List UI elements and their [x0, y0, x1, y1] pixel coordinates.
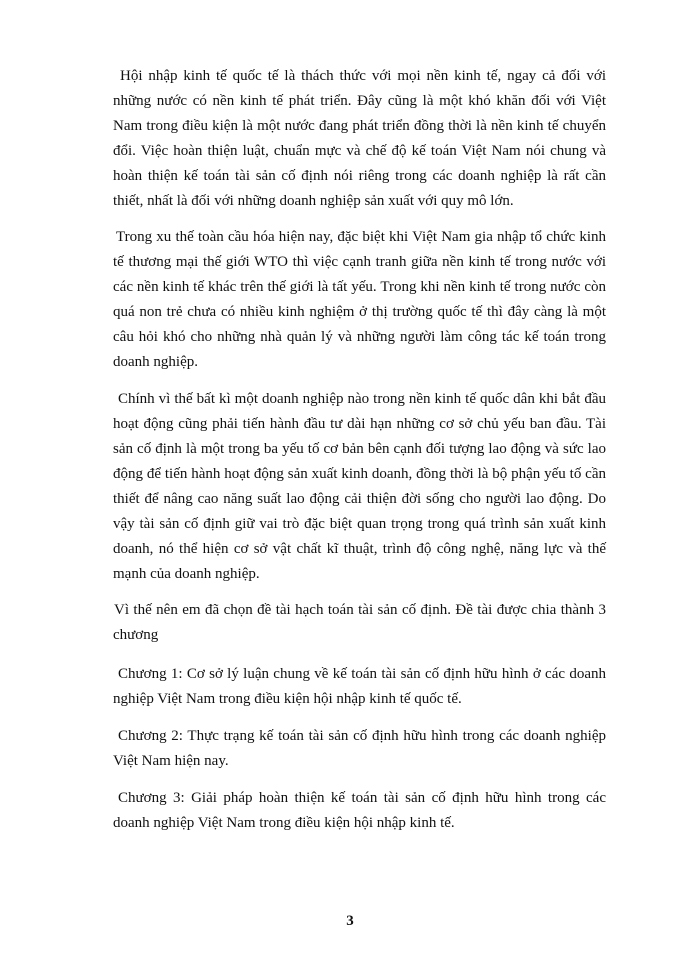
document-body: [113, 64, 606, 836]
paragraph-topic-choice: Vì thế nên em đã chọn đề tài hạch toán tài sản cố định. Đề tài được chia thành 3 chương: [113, 602, 606, 643]
paragraph-intro: Hội nhập kinh tế quốc tế là thách thức với mọi nền kinh tế, ngay cả đối với những nước có nền kinh tế phát triển. Đây cũng là một khó khăn đối với Việt Nam trong điều kiện là một nước đang phát triển đồng thời là nền kinh tế chuyển đổi. Việc hoàn thiện luật, chuẩn mực và chế độ kế toán Việt Nam nói chung và hoàn thiện kế toán tài sản cố định nói riêng trong các doanh nghiệp là rất cần thiết, nhất là đối với những doanh nghiệp sản xuất với quy mô lớn.: [113, 68, 606, 209]
paragraph-chapter-3: Chương 3: Giải pháp hoàn thiện kế toán tài sản cố định hữu hình trong các doanh nghiệp Việt Nam trong điều kiện hội nhập kinh tế.: [113, 790, 606, 831]
paragraph-chapter-2: Chương 2: Thực trạng kế toán tài sản cố định hữu hình trong các doanh nghiệp Việt Nam hiện nay.: [113, 728, 606, 769]
paragraph-globalization: Trong xu thế toàn cầu hóa hiện nay, đặc biệt khi Việt Nam gia nhập tổ chức kinh tế thương mại thế giới WTO thì việc cạnh tranh giữa nền kinh tế trong nước với các nền kinh tế khác trên thế giới là tất yếu. Trong khi nền kinh tế trong nước còn quá non trẻ chưa có nhiều kinh nghiệm ở thị trường quốc tế thì đây càng là một câu hỏi khó cho những nhà quản lý và những người làm công tác kế toán trong doanh nghiệp.: [113, 229, 606, 370]
paragraph-fixed-assets: Chính vì thế bất kì một doanh nghiệp nào trong nền kinh tế quốc dân khi bắt đầu hoạt động cũng phải tiến hành đầu tư dài hạn những cơ sở chủ yếu ban đầu. Tài sản cố định là một trong ba yếu tố cơ bản bên cạnh đối tượng lao động và sức lao động để tiến hành hoạt động sản xuất kinh doanh, đồng thời là bộ phận yếu tố cần thiết để nâng cao năng suất lao động cải thiện đời sống cho người lao động. Do vậy tài sản cố định giữ vai trò đặc biệt quan trọng trong quá trình sản xuất kinh doanh, nó thể hiện cơ sở vật chất kĩ thuật, trình độ công nghệ, năng lực và thế mạnh của doanh nghiệp.: [113, 391, 606, 582]
page-number: 3: [346, 913, 354, 929]
paragraph-chapter-1: Chương 1: Cơ sở lý luận chung về kế toán tài sản cố định hữu hình ở các doanh nghiệp Việt Nam trong điều kiện hội nhập kinh tế quốc tế.: [113, 666, 606, 707]
